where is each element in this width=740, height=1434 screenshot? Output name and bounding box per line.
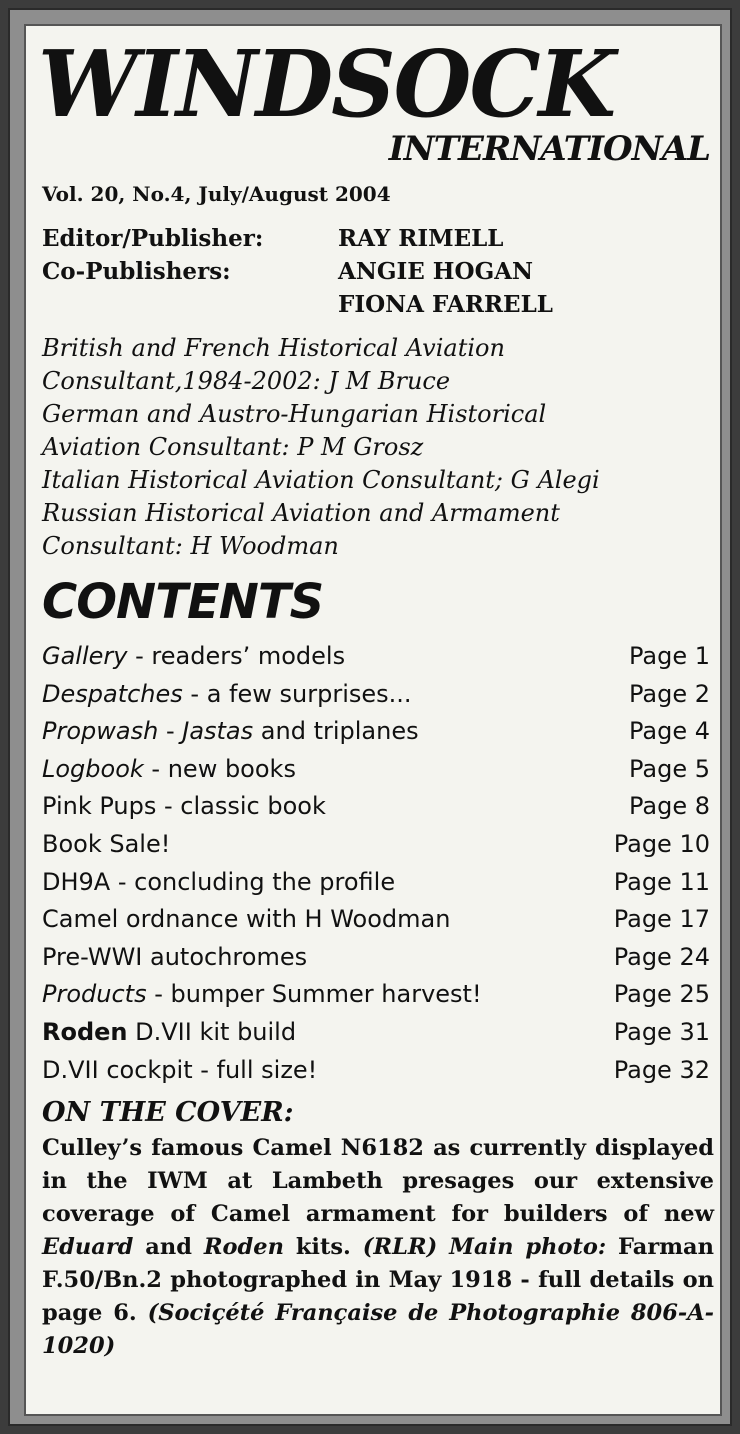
cover-heading: ON THE COVER:: [42, 1097, 294, 1128]
item-lead: Gallery: [42, 642, 128, 670]
caption-kit-eduard: Eduard: [42, 1234, 134, 1260]
item-lead: Propwash: [42, 717, 159, 746]
contents-item: [42, 1052, 710, 1090]
contents-item-title: Book Sale!: [42, 829, 171, 858]
contents-item-page: Page 4: [629, 717, 710, 746]
item-lead: Jastas: [182, 717, 254, 746]
caption-text: and: [133, 1234, 204, 1260]
caption-text: Farman F.50/Bn.2 photographed in May 1918 - full details on page 6.: [42, 1234, 714, 1326]
contents-item-page: Page 11: [613, 867, 710, 896]
contents-page: [24, 24, 722, 1416]
contents-item: [42, 864, 710, 902]
contents-item-page: Page 8: [629, 792, 710, 821]
contents-item-title: [42, 713, 419, 750]
item-rest: D.VII kit build: [127, 1017, 297, 1046]
caption-credit: (Sociçété Française de Photographie 806-A-1020): [42, 1300, 714, 1359]
caption-text: Culley’s famous Camel N6182 as currently displayed in the IWM at Lambeth presages our extensive coverage of Camel armament for builders of new: [42, 1135, 714, 1227]
staff-name: ANGIE HOGAN: [338, 258, 534, 285]
consultant-line: Italian Historical Aviation Consultant; G Alegi: [42, 466, 600, 494]
item-rest: -: [158, 717, 183, 746]
contents-item-title: D.VII cockpit - full size!: [42, 1055, 318, 1084]
masthead: [38, 30, 710, 169]
contents-item-page: Page 31: [613, 1017, 710, 1046]
contents-item-page: Page 10: [613, 829, 710, 858]
contents-item-title: Pink Pups - classic book: [42, 792, 326, 821]
item-rest: - readers’ models: [127, 642, 346, 670]
masthead-title: WINDSOCK: [38, 30, 615, 138]
issue-line: Vol. 20, No.4, July/August 2004: [42, 182, 391, 206]
item-rest: and triplanes: [253, 717, 419, 746]
item-lead: Roden: [42, 1017, 128, 1046]
item-lead: Logbook: [42, 754, 144, 783]
contents-item-page: Page 1: [629, 642, 710, 670]
contents-item: [42, 638, 710, 676]
consultant-line: German and Austro-Hungarian Historical: [42, 400, 547, 428]
contents-item-title: [42, 638, 345, 675]
contents-item: [42, 713, 710, 751]
consultant-line: Consultant,1984-2002: J M Bruce: [42, 367, 451, 395]
masthead-subtitle: INTERNATIONAL: [388, 129, 710, 169]
staff-role: Co-Publishers:: [42, 258, 231, 285]
caption-text: kits.: [283, 1234, 363, 1260]
item-lead: Products: [42, 980, 147, 1009]
contents-item-title: Pre-WWI autochromes: [42, 942, 308, 971]
contents-item-title: DH9A - concluding the profile: [42, 867, 396, 896]
consultant-line: Aviation Consultant: P M Grosz: [42, 433, 424, 461]
staff-name: FIONA FARRELL: [338, 291, 553, 318]
contents-item-page: Page 24: [613, 942, 710, 971]
contents-item-title: Camel ordnance with H Woodman: [42, 905, 451, 934]
contents-heading: CONTENTS: [42, 574, 324, 630]
cover-caption: [42, 1132, 714, 1363]
outer-frame: [8, 8, 732, 1426]
staff-role: Editor/Publisher:: [42, 225, 264, 252]
contents-list: [42, 638, 710, 1089]
contents-item: [42, 1014, 710, 1052]
contents-item-title: [42, 676, 412, 713]
item-rest: - a few surprises...: [182, 679, 412, 708]
contents-item: [42, 939, 710, 977]
item-lead: Despatches: [42, 679, 183, 708]
item-rest: - bumper Summer harvest!: [146, 980, 482, 1009]
staff-row: [42, 288, 553, 321]
staff-credits: [42, 222, 553, 321]
caption-credit: (RLR) Main photo:: [362, 1234, 607, 1260]
contents-item-page: Page 32: [613, 1055, 710, 1084]
contents-item-page: Page 25: [613, 980, 710, 1009]
consultants-list: [42, 332, 712, 563]
contents-item: [42, 901, 710, 939]
contents-item: [42, 751, 710, 789]
consultant-line: British and French Historical Aviation: [42, 334, 505, 362]
contents-item-page: Page 5: [629, 754, 710, 783]
item-rest: - new books: [143, 754, 296, 783]
staff-row: [42, 255, 553, 288]
contents-item: [42, 976, 710, 1014]
contents-item-title: [42, 976, 482, 1013]
contents-item-title: [42, 751, 296, 788]
consultant-line: Russian Historical Aviation and Armament: [42, 499, 560, 527]
contents-item: [42, 788, 710, 826]
contents-item-page: Page 17: [613, 905, 710, 934]
staff-row: [42, 222, 553, 255]
consultant-line: Consultant: H Woodman: [42, 532, 339, 560]
staff-role: [42, 288, 338, 321]
caption-kit-roden: Roden: [203, 1234, 284, 1260]
staff-name: RAY RIMELL: [338, 225, 504, 252]
contents-item-title: [42, 1014, 296, 1051]
contents-item-page: Page 2: [629, 679, 710, 708]
contents-item: [42, 826, 710, 864]
contents-item: [42, 676, 710, 714]
